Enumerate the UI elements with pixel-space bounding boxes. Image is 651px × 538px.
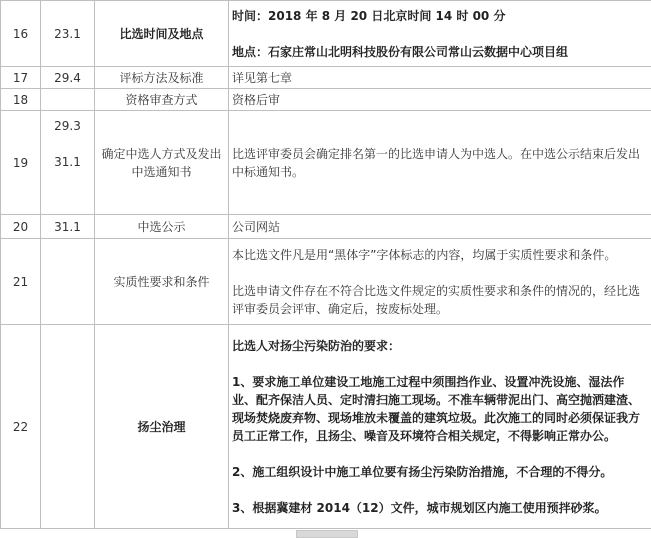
table-row [1, 1, 651, 67]
clause-number: 29.4 [41, 67, 95, 89]
clause-number-b: 31.1 [44, 153, 91, 171]
item-name: 实质性要求和条件 [95, 239, 229, 325]
item-name: 确定中选人方式及发出中选通知书 [95, 111, 229, 215]
content-line: 1、要求施工单位建设工地施工过程中须围挡作业、设置冲洗设施、湿法作业、配齐保洁人员、定时清扫施工现场。不准车辆带泥出门、高空抛洒建渣、现场焚烧废弃物、现场堆放未覆盖的建筑垃圾。此次施工的同时必须保证我方员工正常工作，且扬尘、噪音及环境符合相关规定，不得影响正常办公。 [232, 373, 648, 445]
table-row [1, 89, 651, 111]
item-content [229, 325, 651, 529]
row-number: 18 [1, 89, 41, 111]
item-content: 资格后审 [229, 89, 651, 111]
clause-number [41, 239, 95, 325]
clause-number: 23.1 [41, 1, 95, 67]
table-row [1, 239, 651, 325]
clause-number: 31.1 [41, 215, 95, 239]
item-name: 评标方法及标准 [95, 67, 229, 89]
table-row [1, 67, 651, 89]
row-number: 16 [1, 1, 41, 67]
row-number: 17 [1, 67, 41, 89]
item-content: 公司网站 [229, 215, 651, 239]
item-name: 比选时间及地点 [95, 1, 229, 67]
item-content [229, 1, 651, 67]
content-line: 地点：石家庄常山北明科技股份有限公司常山云数据中心项目组 [232, 43, 648, 61]
table-row [1, 325, 651, 529]
item-content: 详见第七章 [229, 67, 651, 89]
content-line: 本比选文件凡是用“黑体字”字体标志的内容，均属于实质性要求和条件。 [232, 246, 648, 264]
item-name: 中选公示 [95, 215, 229, 239]
horizontal-scrollbar[interactable] [296, 530, 358, 538]
table-row [1, 215, 651, 239]
item-content: 比选评审委员会确定排名第一的比选申请人为中选人。在中选公示结束后发出中标通知书。 [229, 111, 651, 215]
content-line: 时间：2018 年 8 月 20 日北京时间 14 时 00 分 [232, 7, 648, 25]
content-line: 比选申请文件存在不符合比选文件规定的实质性要求和条件的情况的，经比选评审委员会评审、确定后，按废标处理。 [232, 282, 648, 318]
content-line: 2、施工组织设计中施工单位要有扬尘污染防治措施，不合理的不得分。 [232, 463, 648, 481]
clause-number [41, 111, 95, 215]
clause-number-a: 29.3 [44, 117, 91, 135]
clause-number [41, 325, 95, 529]
item-name: 扬尘治理 [95, 325, 229, 529]
content-line: 3、根据冀建材 2014（12）文件，城市规划区内施工使用预拌砂浆。 [232, 499, 648, 517]
row-number: 19 [1, 111, 41, 215]
clause-number [41, 89, 95, 111]
row-number: 21 [1, 239, 41, 325]
row-number: 22 [1, 325, 41, 529]
table-row [1, 111, 651, 215]
row-number: 20 [1, 215, 41, 239]
item-name: 资格审查方式 [95, 89, 229, 111]
item-content [229, 239, 651, 325]
content-line: 比选人对扬尘污染防治的要求： [232, 337, 648, 355]
